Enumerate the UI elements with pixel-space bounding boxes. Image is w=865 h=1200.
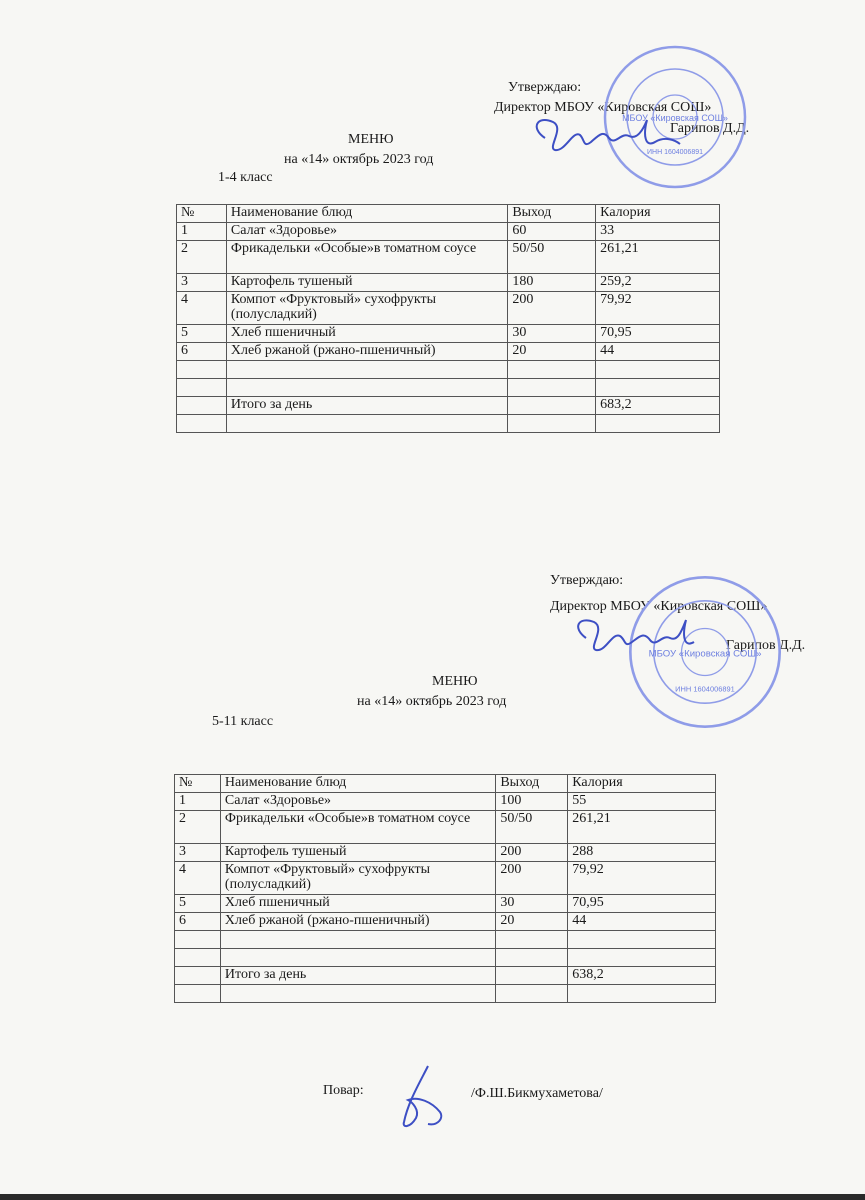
row-name: Хлеб пшеничный — [226, 325, 507, 343]
row-out: 20 — [508, 343, 596, 361]
row-name: Картофель тушеный — [226, 274, 507, 292]
menu-title-1: МЕНЮ — [348, 132, 394, 147]
table-row — [177, 274, 720, 292]
header-cal: Калория — [568, 775, 716, 793]
director-signature-1 — [525, 110, 685, 160]
table-header — [175, 775, 716, 793]
total-value: 638,2 — [568, 967, 716, 985]
table-row — [175, 862, 716, 895]
row-out: 200 — [496, 862, 568, 895]
seal-center-text: МБОУ «Кировская СОШ» — [648, 648, 762, 660]
header-cal: Калория — [596, 205, 720, 223]
row-num: 6 — [177, 343, 227, 361]
table-header — [177, 205, 720, 223]
total-row — [175, 967, 716, 985]
row-num: 5 — [177, 325, 227, 343]
row-name: Компот «Фруктовый» сухофрукты (полусладкий) — [226, 292, 507, 325]
row-num: 4 — [177, 292, 227, 325]
director-signature-2 — [568, 612, 698, 662]
empty-row — [175, 949, 716, 967]
row-name: Компот «Фруктовый» сухофрукты (полусладкий) — [220, 862, 495, 895]
row-cal: 79,92 — [596, 292, 720, 325]
table-row — [177, 325, 720, 343]
row-num: 6 — [175, 913, 221, 931]
row-out: 20 — [496, 913, 568, 931]
header-num: № — [175, 775, 221, 793]
row-num: 3 — [175, 844, 221, 862]
empty-row — [177, 361, 720, 379]
row-out: 30 — [496, 895, 568, 913]
row-out: 50/50 — [508, 241, 596, 274]
total-value: 683,2 — [596, 397, 720, 415]
row-cal: 261,21 — [568, 811, 716, 844]
header-out: Выход — [508, 205, 596, 223]
row-num: 1 — [175, 793, 221, 811]
row-num: 3 — [177, 274, 227, 292]
menu-date-1: на «14» октябрь 2023 год — [284, 152, 434, 167]
approve-director-1: Директор МБОУ «Кировская СОШ» — [494, 100, 712, 115]
empty-row — [177, 379, 720, 397]
row-cal: 44 — [596, 343, 720, 361]
class-label-1: 1-4 класс — [218, 170, 273, 185]
table-row — [175, 811, 716, 844]
menu-title-2: МЕНЮ — [432, 674, 478, 689]
row-cal: 261,21 — [596, 241, 720, 274]
table-row — [175, 895, 716, 913]
row-cal: 79,92 — [568, 862, 716, 895]
row-cal: 33 — [596, 223, 720, 241]
total-row — [177, 397, 720, 415]
row-num: 1 — [177, 223, 227, 241]
row-cal: 55 — [568, 793, 716, 811]
row-out: 200 — [508, 292, 596, 325]
row-name: Салат «Здоровье» — [226, 223, 507, 241]
row-name: Хлеб пшеничный — [220, 895, 495, 913]
row-out: 30 — [508, 325, 596, 343]
table-row — [177, 343, 720, 361]
header-name: Наименование блюд — [226, 205, 507, 223]
table-row — [175, 913, 716, 931]
total-label: Итого за день — [220, 967, 495, 985]
approve-label-2: Утверждаю: — [550, 573, 624, 588]
cook-name: /Ф.Ш.Бикмухаметова/ — [471, 1086, 603, 1101]
table-row — [175, 793, 716, 811]
row-out: 50/50 — [496, 811, 568, 844]
row-out: 100 — [496, 793, 568, 811]
row-num: 2 — [175, 811, 221, 844]
total-label: Итого за день — [226, 397, 507, 415]
menu-table-2 — [174, 774, 716, 1003]
row-name: Хлеб ржаной (ржано-пшеничный) — [226, 343, 507, 361]
table-row — [177, 223, 720, 241]
row-cal: 70,95 — [596, 325, 720, 343]
row-name: Хлеб ржаной (ржано-пшеничный) — [220, 913, 495, 931]
empty-row — [175, 931, 716, 949]
row-out: 60 — [508, 223, 596, 241]
header-out: Выход — [496, 775, 568, 793]
menu-date-2: на «14» октябрь 2023 год — [357, 694, 507, 709]
empty-row — [177, 415, 720, 433]
row-num: 4 — [175, 862, 221, 895]
seal-center-text: МБОУ «Кировская СОШ» — [622, 113, 728, 123]
row-num: 2 — [177, 241, 227, 274]
empty-row — [175, 985, 716, 1003]
header-name: Наименование блюд — [220, 775, 495, 793]
row-out: 180 — [508, 274, 596, 292]
row-cal: 288 — [568, 844, 716, 862]
row-name: Фрикадельки «Особые»в томатном соусе — [226, 241, 507, 274]
approve-director-2: Директор МБОУ «Кировская СОШ» — [550, 599, 768, 614]
approve-name-1: Гарипов Д.Д. — [670, 121, 750, 136]
row-cal: 259,2 — [596, 274, 720, 292]
row-name: Картофель тушеный — [220, 844, 495, 862]
cook-label: Повар: — [323, 1083, 364, 1098]
approve-name-2: Гарипов Д.Д. — [726, 638, 806, 653]
table-row — [175, 844, 716, 862]
row-cal: 44 — [568, 913, 716, 931]
header-num: № — [177, 205, 227, 223]
table-row — [177, 292, 720, 325]
row-name: Фрикадельки «Особые»в томатном соусе — [220, 811, 495, 844]
scan-bottom-edge — [0, 1194, 865, 1200]
seal-inn-text: ИНН 1604006891 — [646, 149, 704, 156]
menu-table-1 — [176, 204, 720, 433]
row-cal: 70,95 — [568, 895, 716, 913]
table-row — [177, 241, 720, 274]
seal-inn-text: ИНН 1604006891 — [675, 684, 735, 694]
cook-signature — [398, 1062, 448, 1132]
row-num: 5 — [175, 895, 221, 913]
class-label-2: 5-11 класс — [212, 714, 274, 729]
approve-label-1: Утверждаю: — [508, 80, 582, 95]
row-out: 200 — [496, 844, 568, 862]
row-name: Салат «Здоровье» — [220, 793, 495, 811]
